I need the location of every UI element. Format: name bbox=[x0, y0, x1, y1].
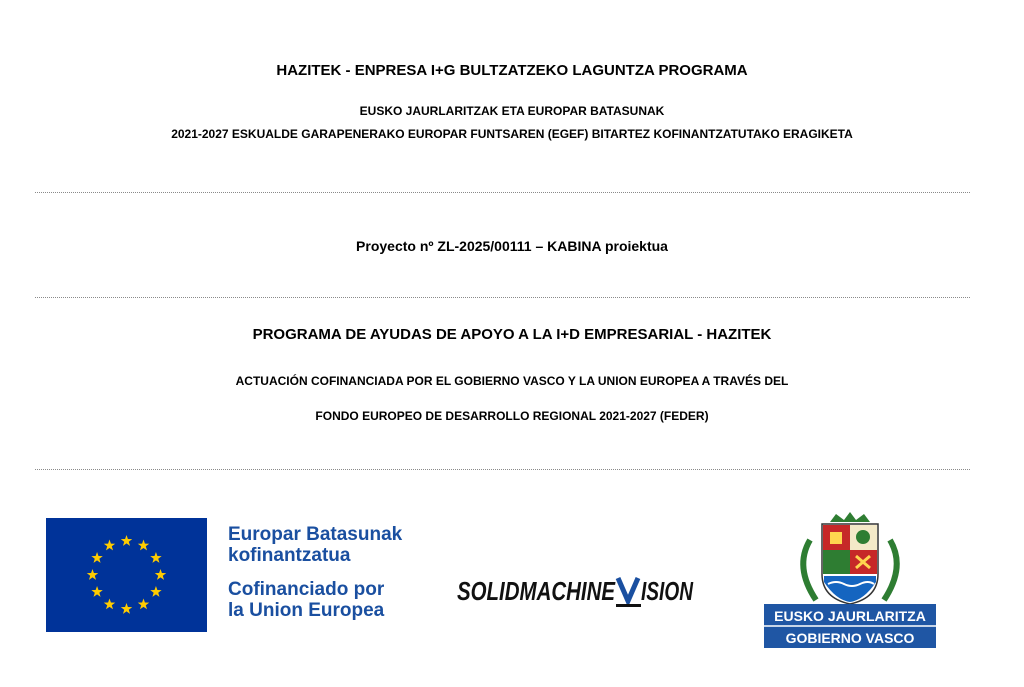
divider bbox=[35, 297, 970, 298]
program-title-es: PROGRAMA DE AYUDAS DE APOYO A LA I+D EMPRESARIAL - HAZITEK bbox=[252, 326, 772, 343]
logo-text-part-1: SOLIDMACHINE bbox=[457, 576, 616, 606]
divider bbox=[35, 469, 970, 470]
eu-text-es-1: Cofinanciado por bbox=[228, 579, 385, 600]
program-line-1-es: ACTUACIÓN COFINANCIADA POR EL GOBIERNO VASCO Y LA UNION EUROPEA A TRAVÉS DEL bbox=[235, 374, 789, 388]
solidmachinevision-logo bbox=[457, 570, 695, 610]
eu-cofinancing-text bbox=[228, 524, 402, 621]
eu-flag-icon bbox=[46, 518, 207, 632]
coat-of-arms-icon bbox=[803, 512, 896, 604]
subtitle-eu-1: EUSKO JAURLARITZAK ETA EUROPAR BATASUNAK bbox=[359, 104, 665, 118]
eu-text-es-2: la Union Europea bbox=[228, 600, 385, 621]
subtitle-eu-2: 2021-2027 ESKUALDE GARAPENERAKO EUROPAR FUNTSAREN (EGEF) BITARTEZ KOFINANTZATUTAKO ERAGIKETA bbox=[171, 127, 853, 141]
project-label: Proyecto nº ZL-2025/00111 – KABINA proiektua bbox=[356, 238, 668, 254]
check-v-icon bbox=[616, 578, 641, 607]
title-eu: HAZITEK - ENPRESA I+G BULTZATZEKO LAGUNTZA PROGRAMA bbox=[276, 62, 748, 79]
divider bbox=[35, 192, 970, 193]
eu-text-eu-1: Europar Batasunak bbox=[228, 524, 403, 545]
gov-text-es: GOBIERNO VASCO bbox=[785, 630, 915, 646]
program-line-2-es: FONDO EUROPEO DE DESARROLLO REGIONAL 2021-2027 (FEDER) bbox=[315, 409, 709, 423]
gov-text-eu: EUSKO JAURLARITZA bbox=[774, 608, 926, 624]
eu-text-eu-2: kofinantzatua bbox=[228, 545, 351, 566]
gobierno-vasco-logo bbox=[764, 512, 936, 648]
logo-text-part-2: ISION bbox=[641, 576, 694, 606]
